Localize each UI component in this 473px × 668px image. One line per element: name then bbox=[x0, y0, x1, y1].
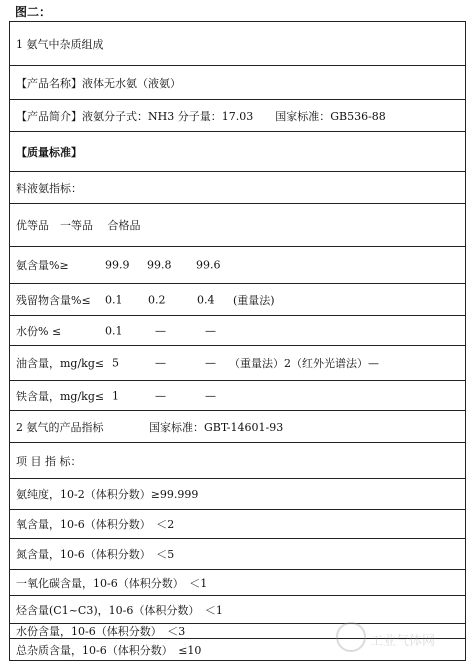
value-first: 0.2 bbox=[148, 293, 166, 306]
table-row bbox=[10, 100, 465, 132]
table-row bbox=[10, 247, 465, 284]
item-index-heading: 项 目 指 标： bbox=[16, 454, 82, 468]
value-qualified: — bbox=[205, 389, 216, 402]
table-row bbox=[10, 596, 465, 624]
carbon-monoxide-content: 一氧化碳含量，10-6（体积分数） ＜1 bbox=[16, 576, 208, 590]
table-row bbox=[10, 479, 465, 510]
quality-standard-heading: 【质量标准】 bbox=[16, 145, 82, 159]
section-heading-product-index: 2 氨气的产品指标 bbox=[16, 420, 104, 434]
table-row bbox=[10, 132, 465, 172]
oxygen-content: 氧含量，10-6（体积分数） ＜2 bbox=[16, 518, 175, 531]
moisture-content: 水份含量，10-6（体积分数） ＜3 bbox=[16, 625, 186, 638]
table-row bbox=[10, 411, 465, 443]
value-first: — bbox=[155, 324, 166, 337]
grade-headers: 优等品 一等品 合格品 bbox=[16, 219, 141, 232]
value-qualified: 0.4 bbox=[197, 293, 215, 306]
nitrogen-content: 氮含量，10-6（体积分数） ＜5 bbox=[16, 548, 175, 561]
value-qualified: — bbox=[205, 356, 216, 370]
ammonia-purity: 氨纯度，10-2（体积分数）≥99.999 bbox=[16, 488, 199, 501]
table-row bbox=[10, 22, 465, 66]
figure-caption: 图二： bbox=[15, 5, 52, 19]
value-first: — bbox=[155, 389, 166, 402]
row-label: 水份% ≤ bbox=[16, 324, 62, 338]
value-superior: 99.9 bbox=[105, 258, 130, 272]
table-row bbox=[10, 624, 465, 639]
table-row bbox=[10, 381, 465, 411]
table-row bbox=[10, 443, 465, 479]
section-heading-impurity: 1 氨气中杂质组成 bbox=[16, 37, 104, 51]
value-superior: 0.1 bbox=[105, 324, 123, 337]
value-superior: 1 bbox=[112, 389, 119, 402]
value-qualified: 99.6 bbox=[196, 258, 221, 272]
table-row bbox=[10, 316, 465, 346]
value-qualified: — bbox=[205, 324, 216, 337]
method-note: （重量法）2（红外光谱法）— bbox=[229, 357, 379, 370]
method-note: (重量法) bbox=[233, 293, 275, 307]
total-impurity-content: 总杂质含量，10-6（体积分数） ≤10 bbox=[16, 644, 202, 657]
table-row bbox=[10, 570, 465, 596]
table-row bbox=[10, 284, 465, 316]
row-label: 油含量，mg/kg≤ bbox=[16, 357, 105, 370]
liquid-ammonia-index-label: 料液氨指标： bbox=[16, 181, 82, 195]
table-row bbox=[10, 204, 465, 247]
product-name: 【产品名称】液体无水氨（液氨） bbox=[16, 76, 181, 90]
table-row bbox=[10, 510, 465, 539]
hydrocarbon-content: 烃含量(C1~C3)，10-6（体积分数） ＜1 bbox=[16, 603, 223, 617]
table-row bbox=[10, 172, 465, 204]
value-first: — bbox=[155, 356, 166, 370]
row-label: 铁含量，mg/kg≤ bbox=[16, 389, 105, 403]
row-label: 氨含量%≥ bbox=[16, 259, 69, 272]
table-row bbox=[10, 639, 465, 661]
value-first: 99.8 bbox=[147, 258, 172, 272]
table-row bbox=[10, 346, 465, 381]
table-row bbox=[10, 66, 465, 100]
watermark-text: 工业气体网 bbox=[370, 634, 436, 649]
row-label: 残留物含量%≤ bbox=[16, 293, 91, 307]
spec-table bbox=[9, 21, 466, 661]
national-standard: 国家标准：GBT-14601-93 bbox=[149, 420, 284, 434]
value-superior: 5 bbox=[112, 356, 119, 370]
value-superior: 0.1 bbox=[105, 293, 123, 306]
table-row bbox=[10, 539, 465, 570]
product-intro: 【产品简介】液氨分子式：NH3 分子量：17.03 国家标准：GB536-88 bbox=[16, 109, 386, 123]
